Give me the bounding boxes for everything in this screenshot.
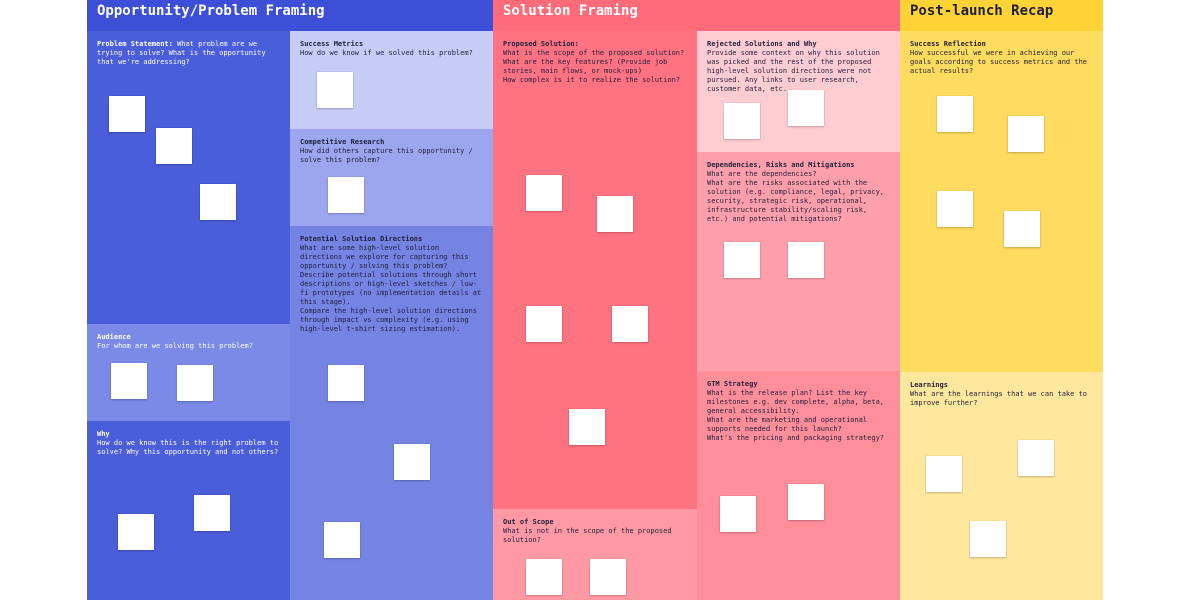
- sticky-note[interactable]: [328, 177, 364, 213]
- sticky-note[interactable]: [569, 409, 605, 445]
- sticky-note[interactable]: [194, 495, 230, 531]
- sticky-note[interactable]: [109, 96, 145, 132]
- section-description: How do we know if we solved this problem?: [300, 49, 473, 57]
- sticky-note[interactable]: [118, 514, 154, 550]
- sticky-note[interactable]: [526, 175, 562, 211]
- sticky-note[interactable]: [526, 559, 562, 595]
- sticky-note[interactable]: [111, 363, 147, 399]
- section-title: Competitive Research: [300, 138, 385, 146]
- sticky-note[interactable]: [324, 522, 360, 558]
- section-problem-statement[interactable]: [87, 31, 290, 324]
- sticky-note[interactable]: [926, 456, 962, 492]
- sticky-note[interactable]: [788, 484, 824, 520]
- section-description: What is the release plan? List the key milestones e.g. dev complete, alpha, beta, general accessibility. What are the marketing and operational supports needed for this launch? What's the pricing and packaging strategy?: [707, 389, 885, 442]
- sticky-note[interactable]: [937, 191, 973, 227]
- section-title: GTM Strategy: [707, 380, 758, 388]
- sticky-note[interactable]: [156, 128, 192, 164]
- section-description: Provide some context on why this solution was picked and the rest of the proposed high-level solution directions were not pursued. Any links to user research, customer data, etc.: [707, 49, 880, 93]
- sticky-note[interactable]: [328, 365, 364, 401]
- sticky-note[interactable]: [200, 184, 236, 220]
- section-title: Potential Solution Directions: [300, 235, 423, 243]
- column-title: Solution Framing: [503, 3, 638, 19]
- sticky-note[interactable]: [724, 103, 760, 139]
- sticky-note[interactable]: [788, 242, 824, 278]
- section-description: How successful we were in achieving our goals according to success metrics and the actual results?: [910, 49, 1088, 75]
- section-potential-solution-directions[interactable]: [290, 226, 493, 600]
- section-title: Success Reflection: [910, 40, 986, 48]
- section-title: Proposed Solution:: [503, 40, 579, 48]
- section-title: Why: [97, 430, 110, 438]
- section-description: For whom are we solving this problem?: [97, 342, 253, 350]
- sticky-note[interactable]: [597, 196, 633, 232]
- sticky-note[interactable]: [724, 242, 760, 278]
- column-title: Opportunity/Problem Framing: [97, 3, 325, 19]
- section-description: What problem are we trying to solve? What is the opportunity that we're addressing?: [97, 40, 266, 66]
- sticky-note[interactable]: [937, 96, 973, 132]
- section-title: Success Metrics: [300, 40, 364, 48]
- section-why[interactable]: [87, 421, 290, 600]
- section-title: Rejected Solutions and Why: [707, 40, 817, 48]
- column-header-solution: [493, 0, 900, 31]
- section-description: What is the scope of the proposed solution? What are the key features? (Provide job stories, main flows, or mock-ups) How complex is it to realize the solution?: [503, 49, 685, 84]
- section-title: Problem Statement:: [97, 40, 173, 48]
- section-description: How did others capture this opportunity / solve this problem?: [300, 147, 473, 164]
- sticky-note[interactable]: [788, 90, 824, 126]
- section-description: What is not in the scope of the proposed solution?: [503, 527, 672, 544]
- sticky-note[interactable]: [317, 72, 353, 108]
- section-success-reflection[interactable]: [900, 31, 1103, 372]
- section-description: How do we know this is the right problem to solve? Why this opportunity and not others?: [97, 439, 279, 456]
- column-header-post-launch: [900, 0, 1103, 31]
- section-title: Learnings: [910, 381, 948, 389]
- section-description: What are some high-level solution directions we explore for capturing this opportunity / solving this problem? Describe potential solutions through short descriptions or high-level sketches / low-fi prototypes (no implementation details at this stage). Compare the high-level solution directions through impact vs complexity (e.g. using high-level t-shirt sizing estimation).: [300, 244, 482, 333]
- section-title: Audience: [97, 333, 131, 341]
- section-description: What are the learnings that we can take to improve further?: [910, 390, 1088, 407]
- sticky-note[interactable]: [720, 496, 756, 532]
- column-title: Post-launch Recap: [910, 3, 1054, 19]
- sticky-note[interactable]: [590, 559, 626, 595]
- sticky-note[interactable]: [177, 365, 213, 401]
- sticky-note[interactable]: [394, 444, 430, 480]
- section-title: Dependencies, Risks and Mitigations: [707, 161, 855, 169]
- sticky-note[interactable]: [526, 306, 562, 342]
- section-title: Out of Scope: [503, 518, 554, 526]
- section-competitive-research[interactable]: [290, 129, 493, 226]
- column-header-opportunity: [87, 0, 493, 31]
- sticky-note[interactable]: [1008, 116, 1044, 152]
- sticky-note[interactable]: [612, 306, 648, 342]
- section-description: What are the dependencies? What are the risks associated with the solution (e.g. compliance, legal, privacy, security, strategic risk, operational, infrastructure stability/scaling risk, etc.) and potential mitigations?: [707, 170, 885, 223]
- sticky-note[interactable]: [1018, 440, 1054, 476]
- sticky-note[interactable]: [970, 521, 1006, 557]
- sticky-note[interactable]: [1004, 211, 1040, 247]
